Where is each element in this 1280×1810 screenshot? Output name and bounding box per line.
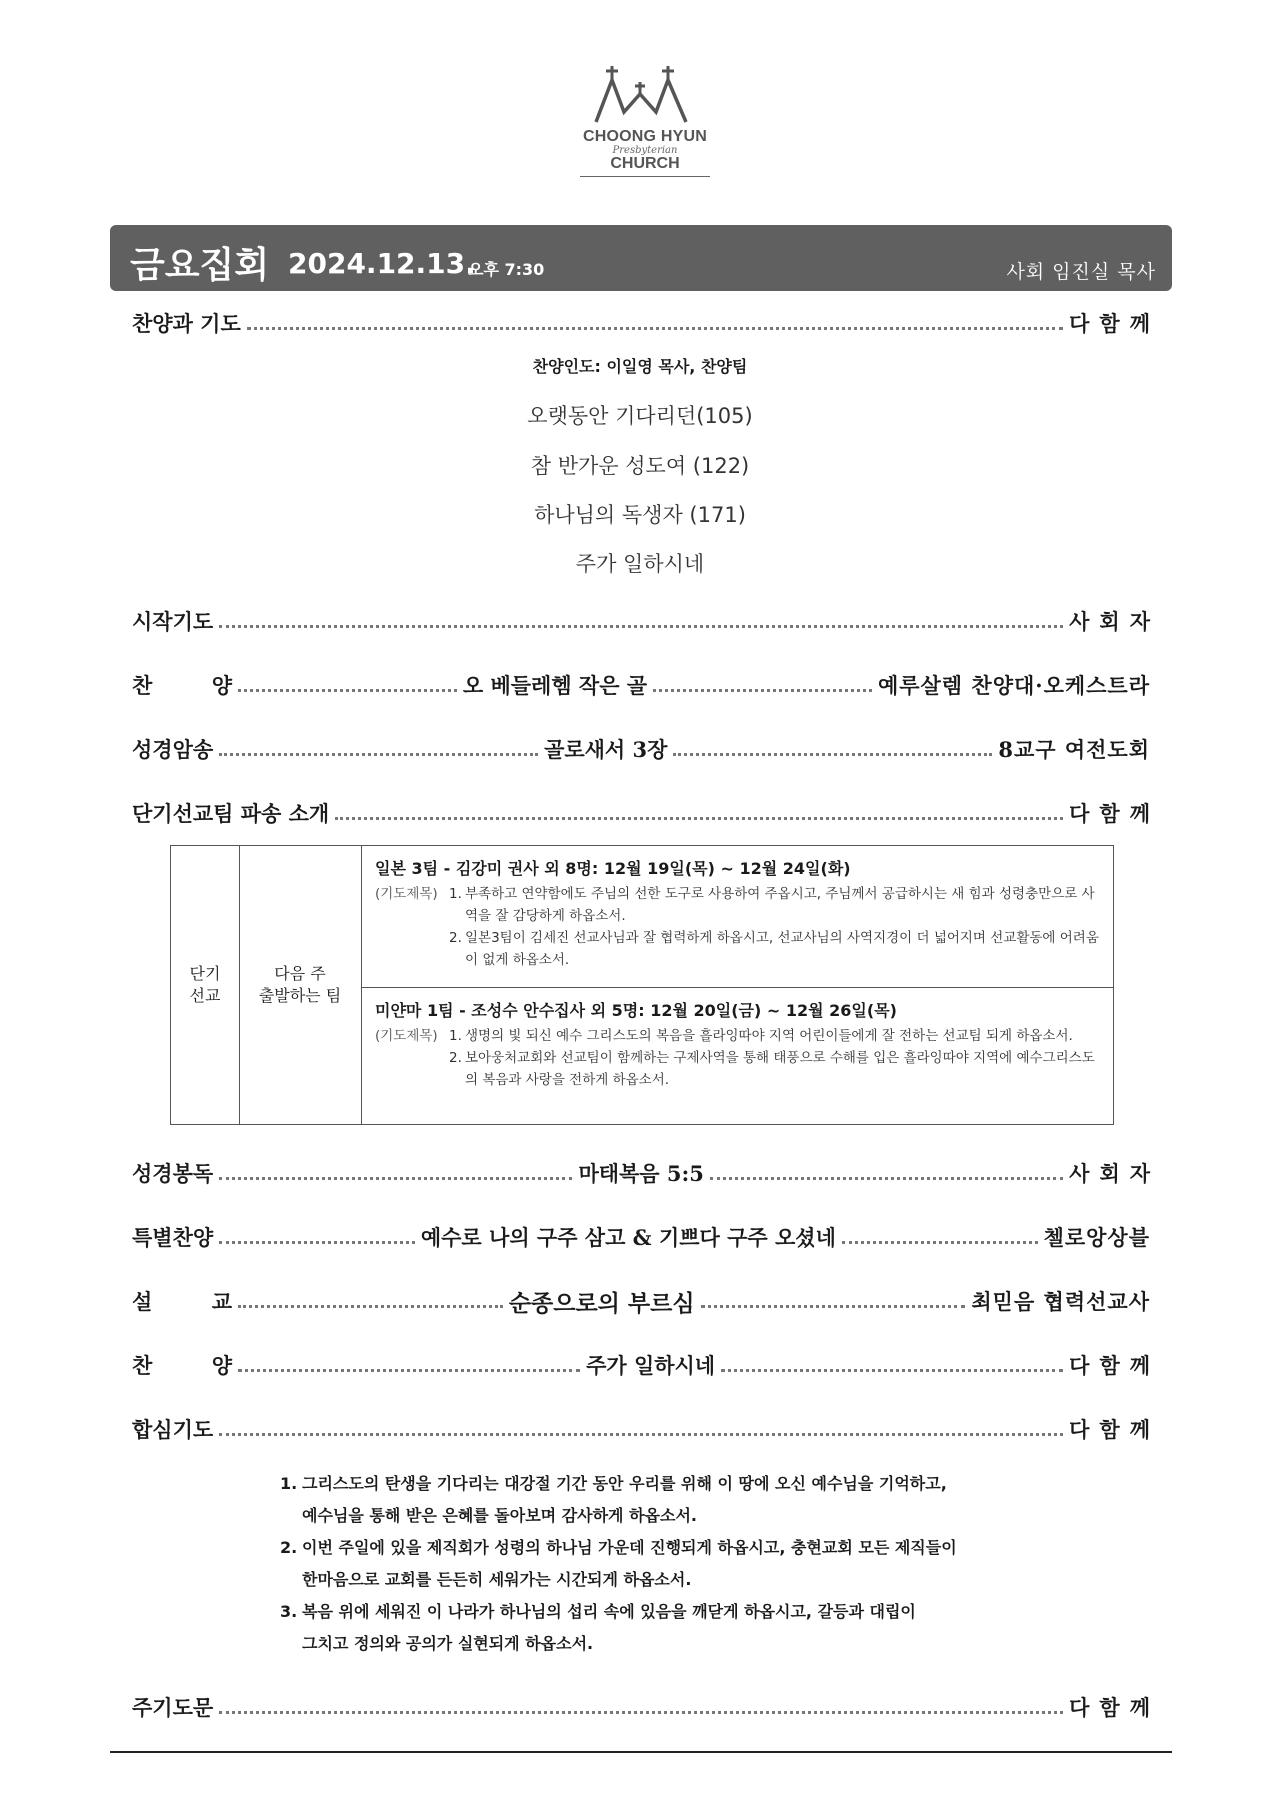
prayer-number: 1. bbox=[280, 1474, 298, 1493]
dot-leader bbox=[219, 1167, 572, 1180]
order-item-mission-intro bbox=[132, 796, 1160, 830]
order-label-char: 찬 bbox=[132, 1353, 153, 1378]
dot-leader bbox=[219, 615, 1063, 628]
prayer-number: 2. bbox=[280, 1538, 298, 1557]
prayer-list-item bbox=[280, 1468, 1040, 1532]
dot-leader bbox=[238, 679, 457, 692]
order-item-opening-prayer bbox=[132, 604, 1160, 638]
song-3: 하나님의 독생자 (171) bbox=[534, 503, 746, 527]
prayer-tag: (기도제목) bbox=[375, 886, 438, 902]
prayer-text: 일본3팀이 김세진 선교사님과 잘 협력하게 하옵시고, 선교사님의 사역지경이 더 넓어지며 선교활동에 어려움이 없게 하옵소서. bbox=[465, 930, 1099, 968]
song-2: 참 반가운 성도여 (122) bbox=[530, 454, 750, 478]
mission-team-title: 미얀마 1팀 - 조성수 안수집사 외 5명: 12월 20일(금) ~ 12월 26일(목) bbox=[375, 1001, 897, 1020]
order-label-char: 양 bbox=[211, 673, 232, 698]
prayer-line: 한마음으로 교회를 든든히 세워가는 시간되게 하옵소서. bbox=[302, 1570, 692, 1589]
order-right: 사회자 bbox=[1069, 609, 1160, 634]
order-label: 찬양과 기도 bbox=[132, 311, 241, 336]
mission-team-cell bbox=[361, 846, 1113, 988]
order-item-closing-hymn bbox=[132, 1348, 1161, 1382]
order-right: 다함께 bbox=[1069, 1417, 1160, 1442]
prayer-line: 그리스도의 탄생을 기다리는 대강절 기간 동안 우리를 위해 이 땅에 오신 예수님을 기억하고, bbox=[302, 1474, 947, 1493]
prayer-number: 2. bbox=[449, 1050, 462, 1066]
order-label: 특별찬양 bbox=[132, 1225, 214, 1250]
praise-leader: 찬양인도: 이일영 목사, 찬양팀 bbox=[532, 357, 748, 376]
order-label-char: 교 bbox=[211, 1289, 232, 1314]
dot-leader bbox=[721, 1359, 1063, 1372]
order-label-char: 설 bbox=[132, 1289, 153, 1314]
dot-leader bbox=[842, 1231, 1038, 1244]
prayer-line: 복음 위에 세워진 이 나라가 하나님의 섭리 속에 있음을 깨닫게 하옵시고, 갈등과 대립이 bbox=[302, 1602, 916, 1621]
service-time: 오후 7:30 bbox=[468, 260, 545, 279]
dot-leader bbox=[219, 1701, 1063, 1714]
prayer-item bbox=[375, 1047, 1099, 1091]
prayer-text: 생명의 빛 되신 예수 그리스도의 복음을 흘라잉따야 지역 어린이들에게 잘 전하는 선교팀 되게 하옵소서. bbox=[465, 1028, 1073, 1044]
dot-leader bbox=[247, 317, 1063, 330]
order-label-char: 양 bbox=[211, 1353, 232, 1378]
service-title: 금요집회 bbox=[130, 245, 270, 286]
logo-line-3: CHURCH bbox=[610, 155, 680, 172]
order-right: 다함께 bbox=[1069, 801, 1160, 826]
order-item-unison-prayer bbox=[132, 1412, 1160, 1446]
prayer-text: 보아웅처교회와 선교팀이 함께하는 구제사역을 통해 태풍으로 수해를 입은 흘라잉따야 지역에 예수그리스도의 복음과 사랑을 전하게 하옵소서. bbox=[465, 1050, 1095, 1088]
prayer-number: 2. bbox=[449, 930, 462, 946]
logo-line-1: CHOONG HYUN bbox=[583, 128, 707, 145]
bottom-rule bbox=[110, 1751, 1172, 1753]
order-item-praise bbox=[132, 306, 1160, 340]
order-right: 8교구 여전도회 bbox=[998, 737, 1150, 762]
order-mid: 마태복음 5:5 bbox=[578, 1161, 704, 1186]
order-label-spread bbox=[132, 1286, 232, 1316]
mission-subcategory-line: 출발하는 팀 bbox=[258, 986, 342, 1005]
prayer-list-item bbox=[280, 1596, 1040, 1660]
prayer-line: 예수님을 통해 받은 은혜를 돌아보며 감사하게 하옵소서. bbox=[302, 1506, 697, 1525]
mission-team-cell bbox=[361, 988, 1113, 1124]
prayer-item bbox=[375, 883, 1099, 927]
service-leader: 사회 임진실 목사 bbox=[1006, 261, 1156, 283]
order-label: 시작기도 bbox=[132, 609, 214, 634]
order-item-special-music bbox=[132, 1220, 1150, 1254]
order-item-hymn bbox=[132, 668, 1150, 702]
song-1: 오랫동안 기다리던(105) bbox=[527, 404, 753, 428]
prayer-list-item bbox=[280, 1532, 1040, 1596]
prayer-text: 부족하고 연약함에도 주님의 선한 도구로 사용하여 주옵시고, 주님께서 공급하시는 새 힘과 성령충만으로 사역을 잘 감당하게 하옵소서. bbox=[465, 886, 1095, 924]
order-label: 합심기도 bbox=[132, 1417, 214, 1442]
dot-leader bbox=[653, 679, 872, 692]
prayer-number: 1. bbox=[449, 886, 462, 902]
prayer-text bbox=[302, 1532, 957, 1596]
mission-subcategory bbox=[239, 846, 362, 1124]
mission-table bbox=[170, 845, 1114, 1125]
logo-line-2: Presbyterian bbox=[612, 145, 678, 156]
church-logo bbox=[575, 64, 715, 194]
order-right: 사회자 bbox=[1069, 1161, 1161, 1186]
dot-leader bbox=[219, 743, 538, 756]
song-4: 주가 일하시네 bbox=[575, 552, 705, 576]
dot-leader bbox=[238, 1295, 503, 1308]
mission-category-line: 단기 bbox=[189, 964, 221, 983]
order-label: 성경봉독 bbox=[132, 1161, 214, 1186]
service-date: 2024.12.13. bbox=[288, 247, 476, 280]
logo-rule bbox=[580, 176, 710, 177]
mission-subcategory-line: 다음 주 bbox=[274, 964, 326, 983]
order-item-scripture-reading bbox=[132, 1156, 1161, 1190]
order-mid: 골로새서 3장 bbox=[544, 737, 668, 762]
dot-leader bbox=[335, 807, 1063, 820]
prayer-line: 그치고 정의와 공의가 실현되게 하옵소서. bbox=[302, 1634, 594, 1653]
prayer-item bbox=[375, 1025, 1099, 1047]
order-mid: 주가 일하시네 bbox=[586, 1353, 716, 1378]
order-label: 주기도문 bbox=[132, 1695, 214, 1720]
order-label-spread bbox=[132, 670, 232, 700]
dot-leader bbox=[219, 1231, 415, 1244]
order-item-sermon bbox=[132, 1284, 1150, 1318]
prayer-list bbox=[280, 1468, 1040, 1660]
prayer-tag-spacer bbox=[375, 1047, 449, 1091]
order-mid: 예수로 나의 구주 삼고 & 기쁘다 구주 오셨네 bbox=[420, 1225, 836, 1250]
order-right: 첼로앙상블 bbox=[1043, 1225, 1150, 1250]
mission-category-line: 선교 bbox=[189, 986, 221, 1005]
dot-leader bbox=[219, 1423, 1063, 1436]
prayer-text bbox=[302, 1596, 916, 1660]
prayer-line: 이번 주일에 있을 제직회가 성령의 하나님 가운데 진행되게 하옵시고, 충현교회 모든 제직들이 bbox=[302, 1538, 957, 1557]
prayer-tag-spacer bbox=[375, 927, 449, 971]
prayer-text bbox=[302, 1468, 947, 1532]
prayer-number: 3. bbox=[280, 1602, 298, 1621]
church-spires-icon bbox=[590, 64, 700, 126]
prayer-number: 1. bbox=[449, 1028, 462, 1044]
order-right: 예루살렘 찬양대·오케스트라 bbox=[877, 673, 1151, 698]
order-right: 다함께 bbox=[1069, 1695, 1160, 1720]
prayer-tag: (기도제목) bbox=[375, 1028, 438, 1044]
dot-leader bbox=[701, 1295, 966, 1308]
order-label-spread bbox=[132, 1350, 232, 1380]
service-header bbox=[110, 225, 1172, 291]
order-right: 다함께 bbox=[1069, 1353, 1161, 1378]
order-item-lords-prayer bbox=[132, 1690, 1160, 1724]
order-right: 다함께 bbox=[1069, 311, 1160, 336]
dot-leader bbox=[710, 1167, 1063, 1180]
order-mid: 오 베들레헴 작은 골 bbox=[462, 673, 648, 698]
order-label: 성경암송 bbox=[132, 737, 214, 762]
dot-leader bbox=[673, 743, 992, 756]
order-label: 단기선교팀 파송 소개 bbox=[132, 801, 330, 826]
dot-leader bbox=[238, 1359, 580, 1372]
prayer-item bbox=[375, 927, 1099, 971]
mission-team-title: 일본 3팀 - 김강미 권사 외 8명: 12월 19일(목) ~ 12월 24일(화) bbox=[375, 859, 851, 878]
order-item-scripture-recitation bbox=[132, 732, 1150, 766]
order-label-char: 찬 bbox=[132, 673, 153, 698]
order-right: 최믿음 협력선교사 bbox=[971, 1289, 1150, 1314]
sermon-title: 순종으로의 부르심 bbox=[508, 1289, 695, 1317]
mission-category bbox=[171, 846, 240, 1124]
